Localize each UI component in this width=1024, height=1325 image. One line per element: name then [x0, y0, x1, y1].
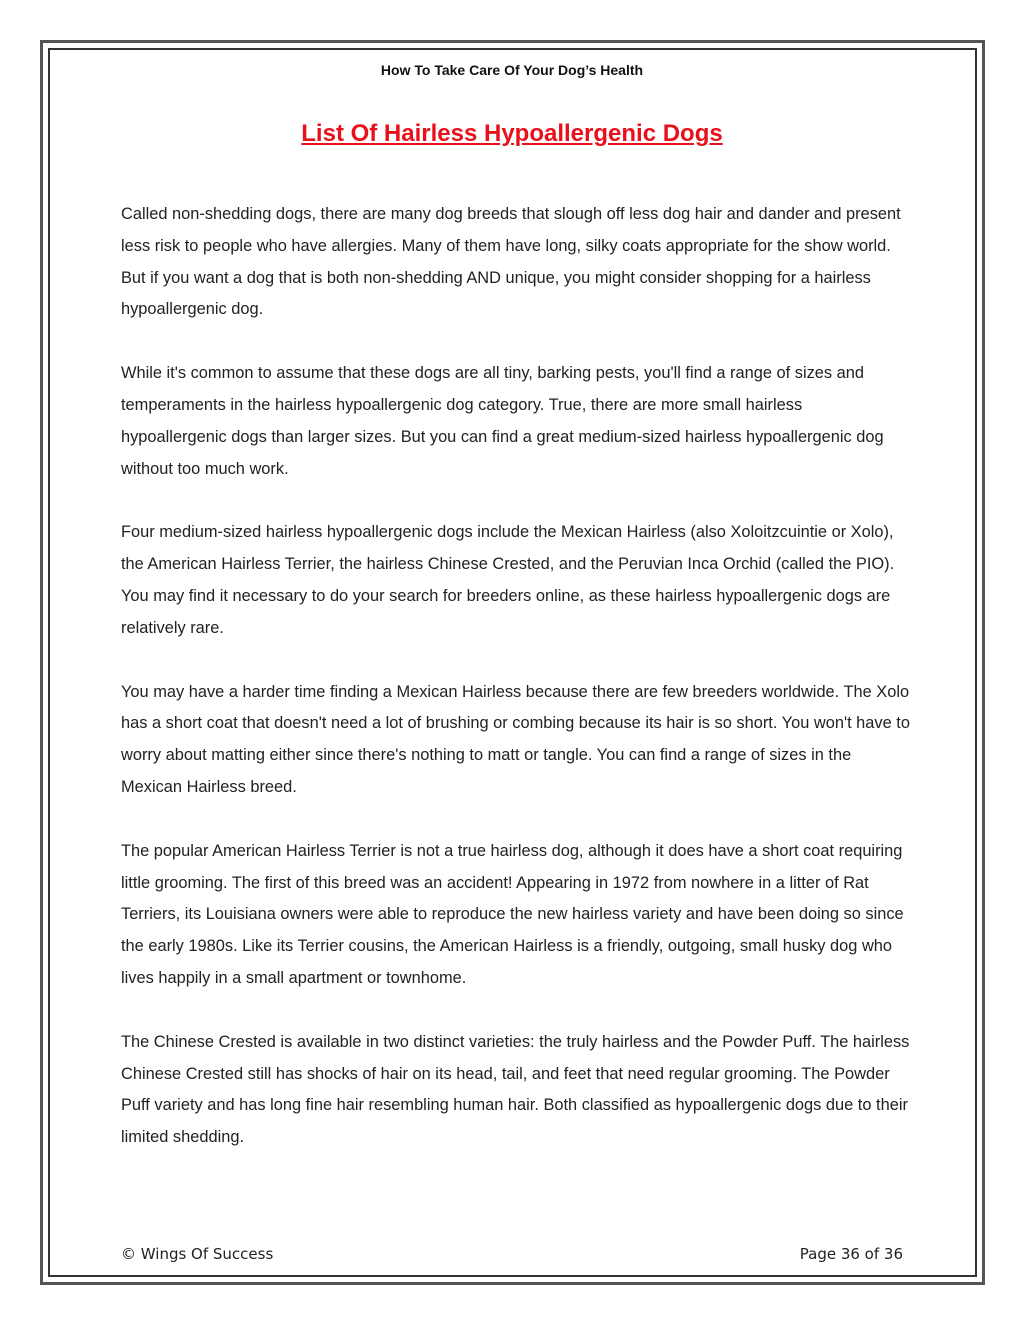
paragraph-4: You may have a harder time finding a Mexican Hairless because there are few breeders worldwide. The Xolo has a short coat that doesn't need a lot of brushing or combing because its hair is so short. You won't have to worry about matting either since there's nothing to matt or tangle. You can find a range of sizes in the Mexican Hairless breed.	[121, 682, 910, 796]
page-title: List Of Hairless Hypoallergenic Dogs	[301, 120, 723, 147]
paragraph-1: Called non-shedding dogs, there are many dog breeds that slough off less dog hair and dander and present less risk to people who have allergies. Many of them have long, silky coats appropriate for the show world. But if you want a dog that is both non-shedding AND unique, you might consider shopping for a hairless hypoallergenic dog.	[121, 205, 901, 319]
paragraph-5: The popular American Hairless Terrier is not a true hairless dog, although it does have a short coat requiring little grooming. The first of this breed was an accident! Appearing in 1972 from nowhere in a litter of Rat Terriers, its Louisiana owners were able to reproduce the new hairless variety and have been doing so since the early 1980s. Like its Terrier cousins, the American Hairless is a friendly, outgoing, small husky dog who lives happily in a small apartment or townhome.	[121, 841, 904, 987]
paragraph-2: While it's common to assume that these dogs are all tiny, barking pests, you'll find a range of sizes and temperaments in the hairless hypoallergenic dog category. True, there are more small hairless hypoallergenic dogs than larger sizes. But you can find a great medium-sized hairless hypoallergenic dog without too much work.	[121, 364, 884, 478]
body-text	[121, 199, 911, 1186]
paragraph-3: Four medium-sized hairless hypoallergenic dogs include the Mexican Hairless (also Xoloitzcuintie or Xolo), the American Hairless Terrier, the hairless Chinese Crested, and the Peruvian Inca Orchid (called the PIO). You may find it necessary to do your search for breeders online, as these hairless hypoallergenic dogs are relatively rare.	[121, 523, 895, 637]
page-number: Page 36 of 36	[799, 1245, 903, 1263]
paragraph-6: The Chinese Crested is available in two distinct varieties: the truly hairless and the Powder Puff. The hairless Chinese Crested still has shocks of hair on its head, tail, and feet that need regular grooming. The Powder Puff variety and has long fine hair resembling human hair. Both classified as hypoallergenic dogs due to their limited shedding.	[121, 1032, 910, 1147]
copyright-text: © Wings Of Success	[121, 1245, 274, 1263]
running-header: How To Take Care Of Your Dog’s Health	[380, 62, 644, 78]
